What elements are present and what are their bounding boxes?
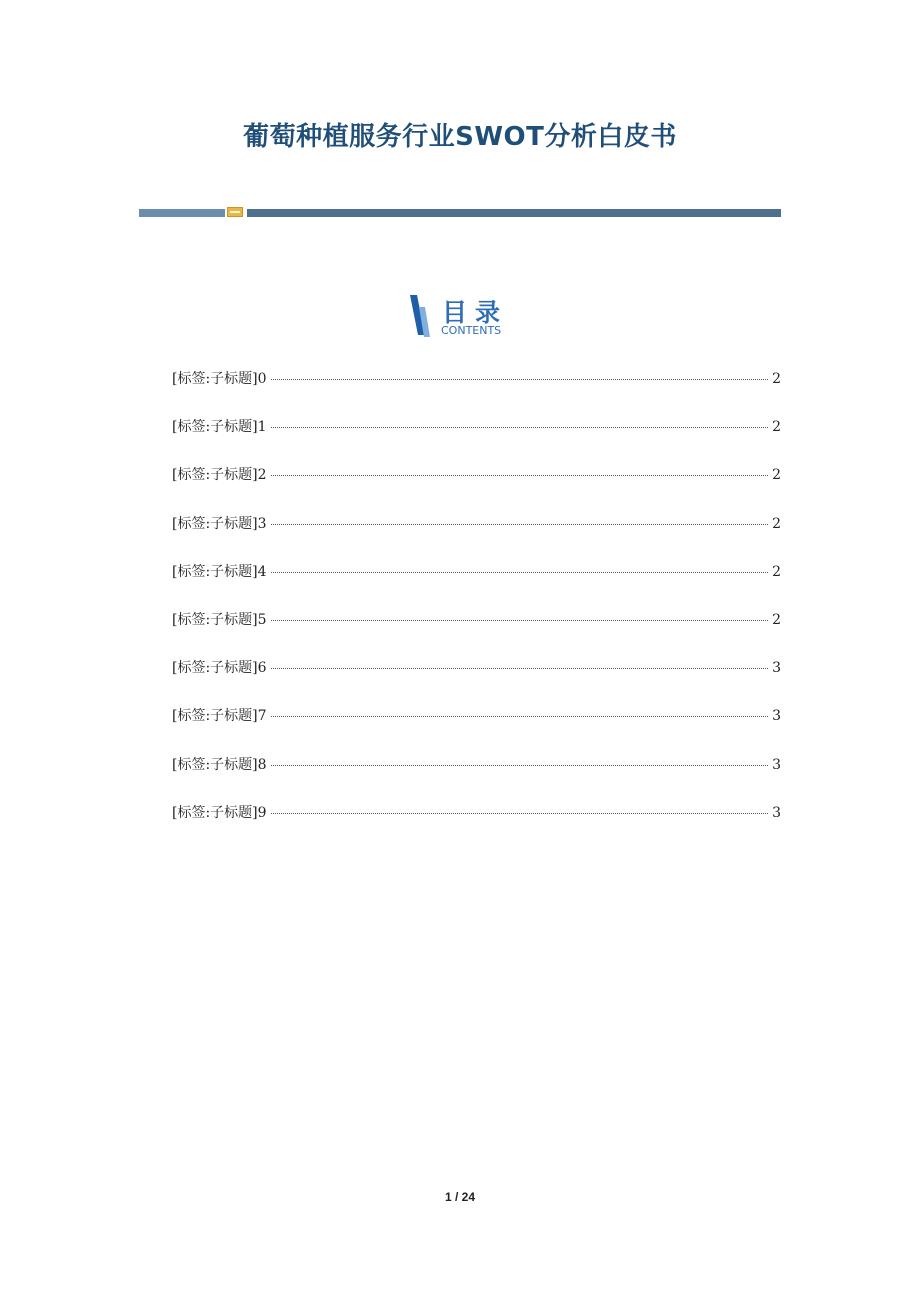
toc-entry-label: [标签:子标题]6 [172,660,267,677]
toc-entry[interactable] [172,609,781,657]
toc-title: 目录 [442,298,509,327]
document-title: 葡萄种植服务行业SWOT分析白皮书 [243,122,677,152]
toc-entry-page: 3 [772,660,781,677]
divider-emblem-icon [227,207,243,217]
page-number: 1 / 24 [444,1190,476,1204]
toc-dot-leader [271,620,769,621]
toc-entry-label: [标签:子标题]7 [172,708,267,725]
toc-entry-page: 2 [772,371,781,387]
toc-entry[interactable] [172,513,781,561]
toc-entry[interactable] [172,464,781,512]
toc-entry-label: [标签:子标题]2 [172,467,267,484]
toc-entry-page: 3 [772,756,781,773]
toc-dot-leader [271,475,769,476]
toc-entry-label: [标签:子标题]5 [172,611,267,628]
toc-dot-leader [271,427,769,428]
toc-dot-leader [271,379,769,380]
toc-header [408,293,528,339]
toc-dot-leader [271,716,769,717]
toc-entry[interactable] [172,416,781,464]
toc-dot-leader [271,813,769,814]
toc-bookmark-icon [408,295,432,337]
toc-entry-label: [标签:子标题]3 [172,515,267,532]
toc-entry[interactable] [172,754,781,802]
toc-dot-leader [271,668,769,669]
toc-entry-page: 2 [772,467,781,484]
divider-right-segment [247,209,781,217]
toc-entry-page: 3 [772,804,781,821]
header-divider [139,208,781,217]
toc-entry-label: [标签:子标题]0 [172,371,267,387]
toc-entry-label: [标签:子标题]4 [172,563,267,580]
toc-list [172,368,781,850]
toc-entry-label: [标签:子标题]8 [172,756,267,773]
toc-entry-page: 2 [772,563,781,580]
toc-entry-page: 2 [772,515,781,532]
toc-dot-leader [271,765,769,766]
toc-entry[interactable] [172,657,781,705]
toc-entry-page: 2 [772,611,781,628]
toc-entry-label: [标签:子标题]1 [172,419,267,436]
toc-dot-leader [271,572,769,573]
toc-entry[interactable] [172,561,781,609]
toc-entry-page: 3 [772,708,781,725]
toc-subtitle: CONTENTS [441,324,502,337]
toc-entry-label: [标签:子标题]9 [172,804,267,821]
toc-entry[interactable] [172,802,781,850]
toc-entry-page: 2 [772,419,781,436]
toc-entry[interactable] [172,368,781,416]
divider-left-segment [139,209,225,217]
toc-entry[interactable] [172,705,781,753]
toc-dot-leader [271,524,769,525]
